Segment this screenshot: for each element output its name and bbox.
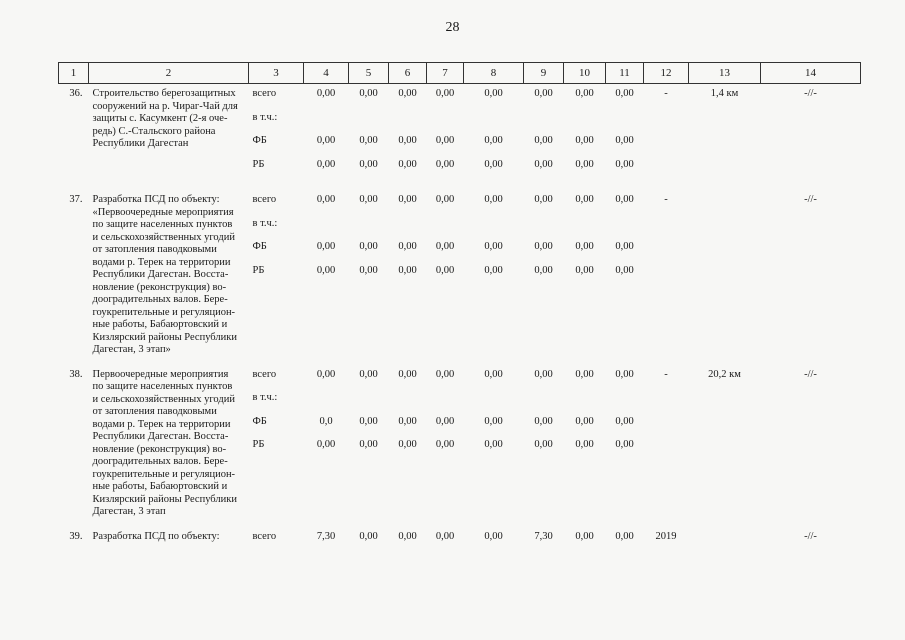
value-column-c10 xyxy=(564,190,606,365)
description-line: Дагестан, 3 этап xyxy=(92,506,166,517)
value-cell: 0,00 xyxy=(615,264,634,276)
value-cell: 7,30 xyxy=(534,530,553,542)
value-cell: 0,00 xyxy=(575,264,594,276)
value-cell: 0,00 xyxy=(435,194,455,205)
description-line: новление (реконструкция) во- xyxy=(92,443,227,455)
row-number: 38. xyxy=(69,368,83,380)
value-cell: 0,00 xyxy=(484,158,503,170)
value-column-c6 xyxy=(389,365,427,527)
value-cell: 0,00 xyxy=(484,439,503,450)
value-cell: - xyxy=(664,194,668,205)
value-cell xyxy=(427,218,464,242)
page-number: 28 xyxy=(445,20,460,35)
value-cell xyxy=(689,531,761,555)
value-cell: 0,00 xyxy=(359,368,378,380)
column-c12-cell xyxy=(644,527,689,563)
value-cell: -//- xyxy=(804,194,817,205)
table-row xyxy=(59,84,861,191)
value-cell: 0,00 xyxy=(398,415,417,427)
value-cell: 0,00 xyxy=(575,194,594,205)
value-cell: 0,00 xyxy=(359,241,378,252)
value-column-c4 xyxy=(304,190,349,365)
value-cell: 0,00 xyxy=(575,439,594,450)
row-number: 37. xyxy=(69,194,83,205)
value-cell xyxy=(564,218,606,242)
value-cell: 0,00 xyxy=(575,241,594,252)
value-column-c8 xyxy=(464,365,524,527)
value-cell xyxy=(389,218,427,242)
description-line: новление (реконструкция) во- xyxy=(92,281,227,293)
value-cell: 0,00 xyxy=(398,88,417,99)
value-cell: - xyxy=(664,368,668,380)
value-column-c7 xyxy=(427,527,464,563)
value-column-c9 xyxy=(524,527,564,563)
funding-source-label: РБ xyxy=(252,264,265,276)
funding-source-label: РБ xyxy=(252,158,265,170)
value-column-c8 xyxy=(464,527,524,563)
value-cell: -//- xyxy=(804,368,817,380)
value-cell: 0,00 xyxy=(575,368,594,380)
table-row xyxy=(59,527,861,563)
column-header-7: 7 xyxy=(427,63,464,84)
description-line: водами р. Терек на территории xyxy=(92,256,231,268)
value-cell xyxy=(606,218,644,242)
value-cell: 0,00 xyxy=(575,135,594,146)
value-cell: 0,00 xyxy=(398,194,417,205)
description-line: защиты с. Касумкент (2-я оче- xyxy=(92,113,228,124)
value-cell: 0,00 xyxy=(615,194,634,205)
funding-source-label: ФБ xyxy=(252,135,267,146)
table-row xyxy=(59,365,861,527)
value-column-c7 xyxy=(427,365,464,527)
funding-source-label: всего xyxy=(252,530,277,542)
value-column-c5 xyxy=(349,527,389,563)
column-c14-cell xyxy=(761,190,861,365)
description-line: Кизлярский районы Республики xyxy=(92,493,237,505)
value-cell: 0,00 xyxy=(316,194,336,205)
value-cell: 20,2 км xyxy=(708,368,741,380)
value-cell xyxy=(524,112,564,136)
value-cell xyxy=(464,392,524,416)
value-cell xyxy=(564,112,606,136)
value-cell: 0,00 xyxy=(534,135,553,146)
column-header-6: 6 xyxy=(389,63,427,84)
item-description xyxy=(89,365,249,527)
value-column-c4 xyxy=(304,365,349,527)
value-cell xyxy=(304,112,349,136)
value-column-c5 xyxy=(349,190,389,365)
value-cell: 0,00 xyxy=(435,439,455,450)
value-cell xyxy=(349,112,389,136)
column-header-10: 10 xyxy=(564,63,606,84)
funding-source-label: всего xyxy=(252,368,277,380)
value-cell: 0,00 xyxy=(484,135,503,146)
value-cell: 0,00 xyxy=(484,530,503,542)
description-line: по защите населенных пунктов xyxy=(92,219,233,230)
value-cell: 0,00 xyxy=(484,264,503,276)
column-c13-cell xyxy=(689,527,761,563)
description-line: Разработка ПСД по объекту: xyxy=(92,530,220,542)
value-cell: 0,00 xyxy=(575,530,594,542)
value-cell: 0,00 xyxy=(435,264,455,276)
value-cell: 0,00 xyxy=(484,368,503,380)
value-cell: 0,00 xyxy=(615,241,634,252)
value-cell: 0,00 xyxy=(534,439,553,450)
value-cell: 0,00 xyxy=(359,88,378,99)
column-c13-cell xyxy=(689,190,761,365)
value-cell: 0,00 xyxy=(435,88,455,99)
value-cell: 0,00 xyxy=(534,88,553,99)
value-cell xyxy=(564,392,606,416)
value-cell: 0,00 xyxy=(615,415,634,427)
value-cell: 1,4 км xyxy=(710,88,739,99)
column-c14-cell xyxy=(761,527,861,563)
value-column-c9 xyxy=(524,365,564,527)
value-cell: 0,00 xyxy=(534,415,553,427)
row-number: 39. xyxy=(69,530,83,542)
column-c13-cell xyxy=(689,84,761,191)
value-column-c9 xyxy=(524,190,564,365)
value-cell: 0,00 xyxy=(615,439,634,450)
value-cell xyxy=(427,112,464,136)
description-line: Первоочередные мероприятия xyxy=(92,368,229,380)
value-cell: 0,00 xyxy=(398,135,417,146)
column-c14-cell xyxy=(761,365,861,527)
description-line: от затопления паводковыми xyxy=(92,244,217,255)
value-cell: 0,00 xyxy=(359,135,378,146)
column-header-12: 12 xyxy=(644,63,689,84)
value-cell: 0,00 xyxy=(484,241,503,252)
column-header-11: 11 xyxy=(606,63,644,84)
value-column-c10 xyxy=(564,84,606,191)
description-line: гоукрепительные и регуляцион- xyxy=(92,468,236,480)
funding-source-label: в т.ч.: xyxy=(252,111,278,123)
value-cell: 0,00 xyxy=(615,135,634,146)
description-line: от затопления паводковыми xyxy=(92,406,217,417)
value-cell: 0,00 xyxy=(398,264,417,276)
value-cell: 0,00 xyxy=(359,439,378,450)
value-cell xyxy=(389,112,427,136)
column-header-8: 8 xyxy=(464,63,524,84)
header-row xyxy=(59,63,861,84)
value-cell: 0,00 xyxy=(398,158,417,170)
value-cell: -//- xyxy=(804,88,817,99)
value-column-c11 xyxy=(606,527,644,563)
value-column-c5 xyxy=(349,365,389,527)
funding-source-label: ФБ xyxy=(252,415,267,427)
value-cell: 0,00 xyxy=(359,530,378,542)
value-cell xyxy=(524,218,564,242)
value-cell: 0,00 xyxy=(575,415,594,427)
value-cell: 0,00 xyxy=(575,88,594,99)
value-cell: 0,00 xyxy=(575,158,594,170)
description-line: Дагестан, 3 этап» xyxy=(92,344,171,355)
value-cell: 0,00 xyxy=(534,194,553,205)
value-column-c9 xyxy=(524,84,564,191)
value-column-c6 xyxy=(389,527,427,563)
value-column-c6 xyxy=(389,190,427,365)
value-cell: - xyxy=(664,88,668,99)
item-description xyxy=(89,190,249,365)
value-column-c11 xyxy=(606,190,644,365)
value-cell: 0,00 xyxy=(398,241,417,252)
value-cell: -//- xyxy=(804,530,817,542)
value-cell: 0,00 xyxy=(435,241,455,252)
funding-source-label: РБ xyxy=(252,439,265,450)
value-cell xyxy=(524,392,564,416)
value-cell: 7,30 xyxy=(316,530,336,542)
value-cell xyxy=(349,218,389,242)
value-cell: 0,00 xyxy=(316,135,336,146)
funding-source-label: всего xyxy=(252,88,277,99)
value-column-c10 xyxy=(564,527,606,563)
table-body xyxy=(59,84,861,563)
value-column-c4 xyxy=(304,84,349,191)
value-cell: 0,00 xyxy=(316,158,336,170)
item-description xyxy=(89,84,249,191)
value-column-c5 xyxy=(349,84,389,191)
value-cell xyxy=(304,218,349,242)
value-cell: 0,00 xyxy=(615,368,634,380)
column-header-3: 3 xyxy=(249,63,304,84)
value-cell xyxy=(427,392,464,416)
value-cell: 0,00 xyxy=(484,415,503,427)
value-cell: 0,00 xyxy=(615,88,634,99)
description-line: Республики Дагестан. Восста- xyxy=(92,431,229,442)
value-column-c11 xyxy=(606,84,644,191)
value-cell: 0,00 xyxy=(316,88,336,99)
item-description xyxy=(89,527,249,563)
funding-source xyxy=(249,190,304,365)
funding-source-label: в т.ч.: xyxy=(252,392,278,403)
value-cell xyxy=(304,392,349,416)
value-cell: 0,00 xyxy=(398,439,417,450)
budget-table xyxy=(58,62,861,562)
description-line: гоукрепительные и регуляцион- xyxy=(92,306,236,318)
description-line: и сельскохозяйственных угодий xyxy=(92,393,235,405)
value-cell: 0,00 xyxy=(534,264,553,276)
value-cell xyxy=(606,112,644,136)
description-line: редь) С.-Стальского района xyxy=(92,125,216,137)
value-cell: 0,00 xyxy=(398,530,417,542)
value-cell: 0,00 xyxy=(615,530,634,542)
column-c14-cell xyxy=(761,84,861,191)
column-c12-cell xyxy=(644,365,689,527)
value-cell: 0,0 xyxy=(319,415,333,427)
row-number: 36. xyxy=(69,88,83,99)
column-header-13: 13 xyxy=(689,63,761,84)
value-cell xyxy=(689,194,761,218)
value-cell xyxy=(389,392,427,416)
value-cell: 0,00 xyxy=(316,439,336,450)
value-cell xyxy=(349,392,389,416)
value-cell: 0,00 xyxy=(359,194,378,205)
funding-source xyxy=(249,365,304,527)
value-cell: 0,00 xyxy=(435,135,455,146)
description-line: ные работы, Бабаюртовский и xyxy=(92,481,228,492)
value-cell: 0,00 xyxy=(359,415,378,427)
value-column-c10 xyxy=(564,365,606,527)
funding-source xyxy=(249,84,304,191)
column-c12-cell xyxy=(644,84,689,191)
value-cell: 0,00 xyxy=(435,368,455,380)
value-cell: 0,00 xyxy=(398,368,417,380)
value-cell: 0,00 xyxy=(359,264,378,276)
value-cell: 0,00 xyxy=(435,530,455,542)
value-cell: 0,00 xyxy=(316,368,336,380)
column-header-2: 2 xyxy=(89,63,249,84)
value-cell xyxy=(464,112,524,136)
description-line: Республики Дагестан. Восста- xyxy=(92,269,229,280)
description-line: Разработка ПСД по объекту: xyxy=(92,194,220,205)
funding-source-label: ФБ xyxy=(252,241,267,252)
value-column-c7 xyxy=(427,190,464,365)
description-line: по защите населенных пунктов xyxy=(92,381,233,392)
funding-source-label: всего xyxy=(252,194,277,205)
value-cell: 0,00 xyxy=(484,194,503,205)
table-row xyxy=(59,190,861,365)
value-cell: 0,00 xyxy=(316,241,336,252)
funding-source xyxy=(249,527,304,563)
column-header-4: 4 xyxy=(304,63,349,84)
value-cell: 0,00 xyxy=(615,158,634,170)
value-cell: 2019 xyxy=(655,530,677,542)
value-column-c8 xyxy=(464,190,524,365)
funding-source-label: в т.ч.: xyxy=(252,217,278,229)
value-cell: 0,00 xyxy=(534,241,553,252)
description-line: Республики Дагестан xyxy=(92,138,189,149)
value-column-c8 xyxy=(464,84,524,191)
value-cell: 0,00 xyxy=(435,415,455,427)
description-line: ные работы, Бабаюртовский и xyxy=(92,319,228,330)
value-cell: 0,00 xyxy=(534,368,553,380)
value-cell xyxy=(606,392,644,416)
value-cell: 0,00 xyxy=(534,158,553,170)
value-column-c11 xyxy=(606,365,644,527)
value-column-c4 xyxy=(304,527,349,563)
column-header-5: 5 xyxy=(349,63,389,84)
description-line: дооградительных валов. Бере- xyxy=(92,456,228,467)
description-line: Строительство берегозащитных xyxy=(92,88,236,99)
value-cell: 0,00 xyxy=(484,88,503,99)
value-column-c6 xyxy=(389,84,427,191)
column-header-9: 9 xyxy=(524,63,564,84)
description-line: «Первоочередные мероприятия xyxy=(92,206,234,218)
description-line: водами р. Терек на территории xyxy=(92,418,231,430)
value-cell: 0,00 xyxy=(316,264,336,276)
value-column-c7 xyxy=(427,84,464,191)
description-line: и сельскохозяйственных угодий xyxy=(92,231,235,243)
column-header-1: 1 xyxy=(59,63,89,84)
column-c12-cell xyxy=(644,190,689,365)
column-header-14: 14 xyxy=(761,63,861,84)
column-c13-cell xyxy=(689,365,761,527)
value-cell xyxy=(464,218,524,242)
value-cell: 0,00 xyxy=(435,158,455,170)
description-line: дооградительных валов. Бере- xyxy=(92,294,228,305)
description-line: сооружений на р. Чираг-Чай для xyxy=(92,100,238,112)
value-cell: 0,00 xyxy=(359,158,378,170)
description-line: Кизлярский районы Республики xyxy=(92,331,237,343)
